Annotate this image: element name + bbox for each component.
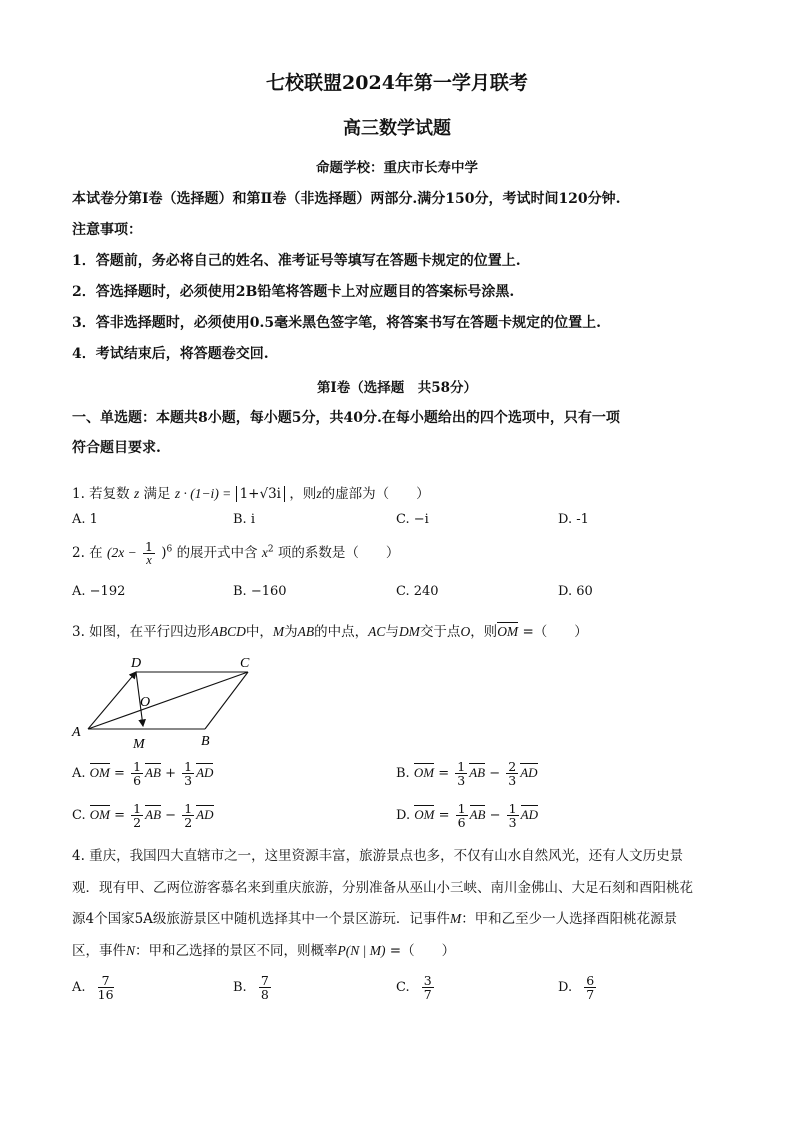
q4-line-1: 4. 重庆，我国四大直辖市之一，这里资源丰富，旅游景点也多，不仅有山水自然风光，还有人文历史景	[72, 848, 684, 864]
label-c: C	[240, 656, 250, 671]
q2-option-d: D. 60	[558, 584, 593, 599]
label-b: B	[201, 734, 210, 749]
exam-subtitle: 高三数学试题	[343, 118, 451, 139]
part1-heading: 第Ⅰ卷（选择题 共58分）	[316, 380, 478, 396]
q4-line-3: 源4个国家5A级旅游景区中随机选择其中一个景区游玩．记事件M：甲和乙至少一人选择酉阳桃花源景	[72, 911, 678, 927]
q1-option-a: A. 1	[72, 512, 98, 527]
q2-option-a: A. −192	[72, 584, 126, 599]
label-d: D	[131, 656, 142, 671]
q4-option-b: B. $\frac{7}{8}$	[233, 973, 269, 1003]
label-m: M	[133, 737, 145, 752]
q4-line-2: 观．现有甲、乙两位游客慕名来到重庆旅游，分别准备从巫山小三峡、南川金佛山、大足石刻和酉阳桃花	[72, 880, 693, 896]
section-line-1: 一、单选题：本题共8小题，每小题5分，共40分.在每小题给出的四个选项中，只有一项	[72, 410, 620, 426]
q4-option-c: C. $\frac{3}{7}$	[396, 973, 432, 1003]
q4-option-a: A. $\frac{7}{16}$	[72, 973, 114, 1003]
q3-option-a: A. OM = $\frac{1}{6}$ AB + $\frac{1}{3}$ AD	[72, 759, 214, 789]
q4-line-4: 区，事件N：甲和乙选择的景区不同，则概率P(N | M) =（ ）	[72, 943, 456, 959]
notice-4: 4．考试结束后，将答题卷交回.	[72, 346, 269, 362]
school-line: 命题学校：重庆市长寿中学	[316, 160, 478, 176]
question-3: 3. 如图，在平行四边形ABCD中，M为AB的中点，AC与DM交于点O，则OM =（ ）	[72, 624, 588, 640]
q4-option-d: D. $\frac{6}{7}$	[558, 973, 595, 1003]
q1-option-c: C. −i	[396, 512, 429, 527]
label-a: A	[72, 725, 81, 740]
intro-line: 本试卷分第Ⅰ卷（选择题）和第Ⅱ卷（非选择题）两部分.满分150分，考试时间120分钟.	[72, 191, 621, 207]
q1-equation-lhs: z · (1−i) =	[174, 486, 232, 501]
label-o: O	[140, 695, 151, 710]
section-line-2: 符合题目要求.	[72, 440, 161, 456]
q1-option-b: B. i	[233, 512, 255, 527]
notice-3: 3．答非选择题时，必须使用0.5毫米黑色签字笔，将答案书写在答题卡规定的位置上.	[72, 315, 601, 331]
question-2: 2. 在 (2x − $\frac{1}{x}$ )$^6$ 的展开式中含 $x^2$ 项的系数是（ ）	[72, 539, 400, 568]
exam-title: 七校联盟2024年第一学月联考	[266, 72, 528, 94]
parallelogram-figure	[70, 652, 260, 752]
notice-1: 1．答题前，务必将自己的姓名、准考证号等填写在答题卡规定的位置上.	[72, 253, 521, 269]
q3-option-b: B. OM = $\frac{1}{3}$ AB − $\frac{2}{3}$ AD	[396, 759, 538, 789]
notice-2: 2．答选择题时，必须使用2B铅笔将答题卡上对应题目的答案标号涂黑.	[72, 284, 515, 300]
q3-option-d: D. OM = $\frac{1}{6}$ AB − $\frac{1}{3}$ AD	[396, 801, 538, 831]
q1-abs-value: 1+√3i	[236, 486, 285, 502]
notice-heading: 注意事项：	[72, 222, 142, 238]
edge-bc	[205, 672, 248, 729]
q1-option-d: D. -1	[558, 512, 589, 527]
q2-option-c: C. 240	[396, 584, 439, 599]
q3-option-c: C. OM = $\frac{1}{2}$ AB − $\frac{1}{2}$ AD	[72, 801, 214, 831]
question-1: 1. 若复数 z 满足 z · (1−i) = 1+√3i ，则z的虚部为（ ）	[72, 486, 430, 502]
q2-option-b: B. −160	[233, 584, 287, 599]
